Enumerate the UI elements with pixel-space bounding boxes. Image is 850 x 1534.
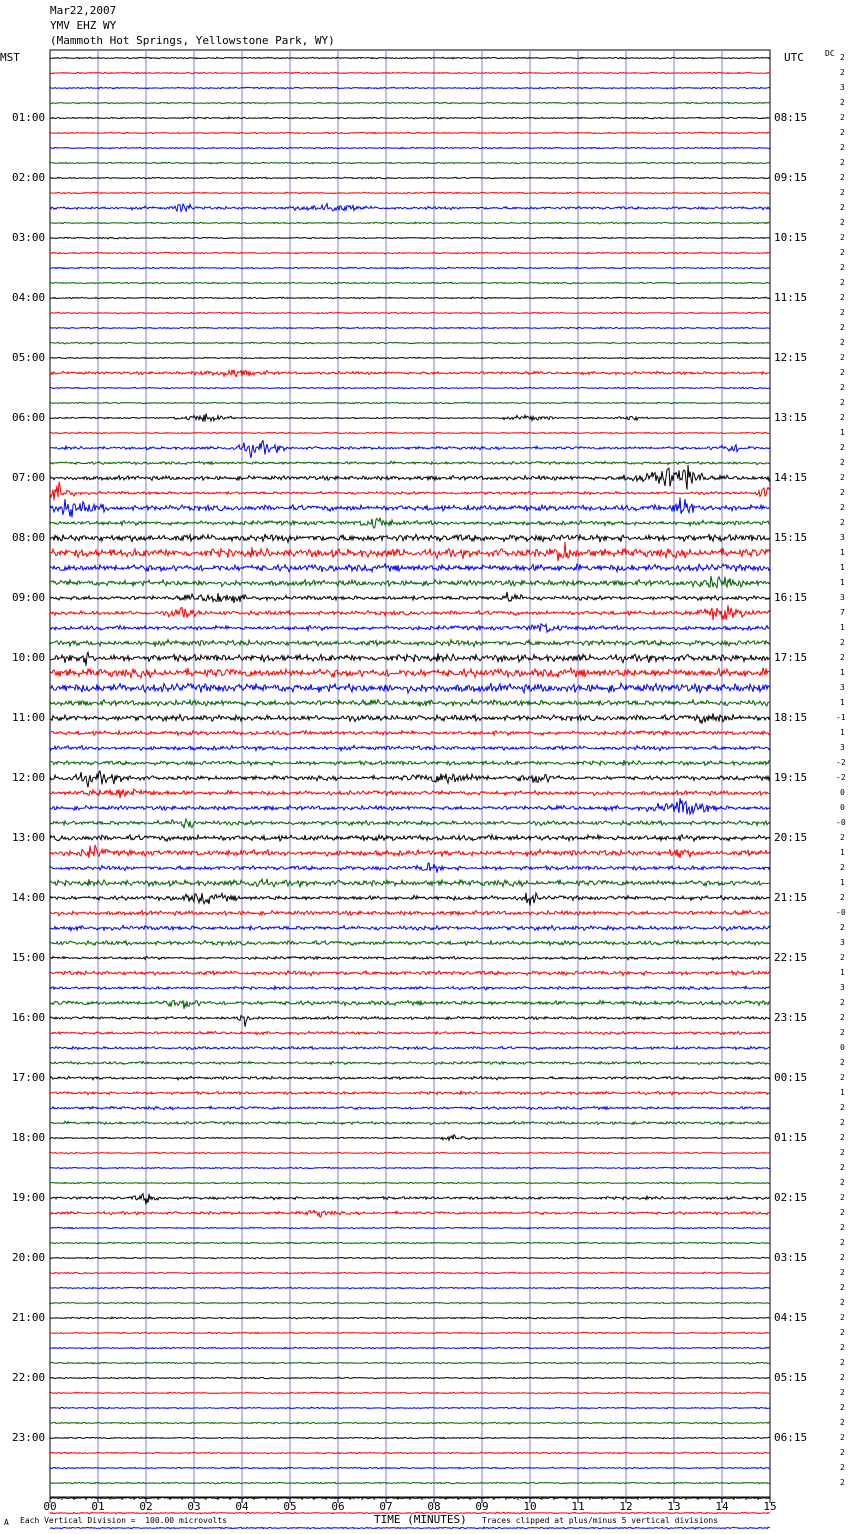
dc-offset-value: 2	[840, 143, 845, 152]
trace-3	[50, 102, 770, 104]
dc-offset-value: -0	[836, 908, 846, 917]
dc-offset-value: 2	[840, 1373, 845, 1382]
dc-offset-value: 1	[840, 728, 845, 737]
mst-hour-label: 15:00	[12, 951, 46, 964]
dc-offset-value: 1	[840, 623, 845, 632]
dc-offset-value: 2	[840, 1148, 845, 1157]
dc-offset-value: 2	[840, 128, 845, 137]
trace-0	[50, 57, 770, 59]
trace-10	[50, 204, 770, 212]
dc-offset-value: 0	[840, 803, 845, 812]
utc-hour-label: 05:15	[774, 1371, 808, 1384]
footer-mark: A	[4, 1518, 9, 1527]
dc-offset-value: 7	[840, 608, 845, 617]
dc-offset-value: 2	[840, 1223, 845, 1232]
trace-22	[50, 387, 770, 389]
x-tick-label: 06	[331, 1500, 345, 1513]
dc-offset-value: -2	[836, 758, 846, 767]
trace-65	[50, 1031, 770, 1034]
trace-5	[50, 132, 770, 134]
trace-71	[50, 1121, 770, 1125]
plot-frame	[50, 50, 770, 1497]
dc-offset-value: 1	[840, 878, 845, 887]
utc-hour-label: 14:15	[774, 471, 808, 484]
dc-offset-value: 2	[840, 1133, 845, 1142]
dc-offset-value: 2	[840, 1208, 845, 1217]
utc-hour-label: 21:15	[774, 891, 808, 904]
dc-offset-value: 2	[840, 398, 845, 407]
utc-hour-label: 01:15	[774, 1131, 808, 1144]
mst-hour-label: 05:00	[12, 351, 46, 364]
dc-offset-value: 2	[840, 413, 845, 422]
dc-offset-value: 3	[840, 683, 845, 692]
trace-80	[50, 1257, 770, 1259]
trace-86	[50, 1347, 770, 1349]
x-tick-label: 00	[43, 1500, 57, 1513]
trace-50	[50, 798, 770, 814]
dc-offset-value: 0	[840, 788, 845, 797]
dc-offset-value: 2	[840, 1013, 845, 1022]
trace-57	[50, 910, 770, 915]
dc-axis-label: DC	[825, 49, 835, 58]
x-tick-label: 03	[187, 1500, 201, 1513]
utc-hour-label: 22:15	[774, 951, 808, 964]
trace-47	[50, 760, 770, 765]
dc-offset-value: 2	[840, 233, 845, 242]
x-tick-label: 14	[715, 1500, 729, 1513]
trace-45	[50, 731, 770, 736]
date-label: Mar22,2007	[50, 4, 117, 17]
trace-1	[50, 72, 770, 74]
mst-hour-label: 09:00	[12, 591, 46, 604]
dc-offset-value: 3	[840, 743, 845, 752]
trace-44	[50, 713, 770, 724]
dc-offset-value: 2	[840, 1403, 845, 1412]
dc-offset-value: 1	[840, 968, 845, 977]
trace-27	[50, 461, 770, 465]
x-tick-label: 04	[235, 1500, 249, 1513]
dc-offset-value: 2	[840, 1358, 845, 1367]
dc-offset-value: 2	[840, 893, 845, 902]
trace-64	[50, 1016, 770, 1027]
trace-63	[50, 1000, 770, 1009]
utc-hour-label: 20:15	[774, 831, 808, 844]
trace-7	[50, 162, 770, 164]
trace-4	[50, 117, 770, 119]
trace-70	[50, 1106, 770, 1109]
trace-23	[50, 402, 770, 404]
dc-offset-value: 2	[840, 1328, 845, 1337]
dc-offset-value: 2	[840, 1073, 845, 1082]
dc-offset-value: -2	[836, 773, 846, 782]
mst-hour-label: 21:00	[12, 1311, 46, 1324]
dc-offset-value: 2	[840, 443, 845, 452]
mst-hour-label: 22:00	[12, 1371, 46, 1384]
dc-offset-value: 2	[840, 1193, 845, 1202]
dc-offset-value: 2	[840, 1253, 845, 1262]
x-tick-label: 05	[283, 1500, 297, 1513]
trace-9	[50, 192, 770, 194]
utc-hour-label: 17:15	[774, 651, 808, 664]
mst-hour-label: 11:00	[12, 711, 46, 724]
mst-hour-label: 02:00	[12, 171, 46, 184]
mst-hour-label: 12:00	[12, 771, 46, 784]
trace-19	[50, 342, 770, 344]
x-tick-label: 10	[523, 1500, 537, 1513]
dc-offset-value: 2	[840, 113, 845, 122]
utc-hour-label: 12:15	[774, 351, 808, 364]
trace-8	[50, 177, 770, 179]
dc-offset-value: 2	[840, 1343, 845, 1352]
dc-offset-value: 1	[840, 1088, 845, 1097]
trace-36	[50, 592, 770, 603]
dc-offset-value: 2	[840, 1163, 845, 1172]
dc-offset-value: 2	[840, 368, 845, 377]
mst-hour-label: 06:00	[12, 411, 46, 424]
dc-offset-value: 2	[840, 1418, 845, 1427]
trace-78	[50, 1227, 770, 1229]
trace-85	[50, 1332, 770, 1334]
trace-62	[50, 986, 770, 990]
trace-49	[50, 789, 770, 798]
trace-25	[50, 432, 770, 434]
dc-offset-value: 2	[840, 1058, 845, 1067]
dc-offset-value: 2	[840, 638, 845, 647]
trace-55	[50, 879, 770, 887]
trace-28	[50, 465, 770, 490]
dc-offset-value: 1	[840, 548, 845, 557]
dc-offset-value: 2	[840, 1313, 845, 1322]
utc-hour-label: 23:15	[774, 1011, 808, 1024]
dc-offset-value: 2	[840, 1118, 845, 1127]
dc-offset-value: 2	[840, 503, 845, 512]
trace-39	[50, 640, 770, 647]
trace-59	[50, 941, 770, 946]
location-label: (Mammoth Hot Springs, Yellowstone Park, WY)	[50, 34, 335, 47]
dc-offset-value: 2	[840, 263, 845, 272]
trace-33	[50, 542, 770, 562]
trace-90	[50, 1407, 770, 1409]
mst-hour-label: 01:00	[12, 111, 46, 124]
x-tick-label: 12	[619, 1500, 633, 1513]
dc-offset-value: 2	[840, 278, 845, 287]
trace-2	[50, 87, 770, 89]
x-axis-title: TIME (MINUTES)	[374, 1513, 467, 1526]
trace-43	[50, 700, 770, 707]
mst-hour-label: 04:00	[12, 291, 46, 304]
trace-21	[50, 370, 770, 377]
mst-hour-label: 07:00	[12, 471, 46, 484]
dc-offset-value: 2	[840, 173, 845, 182]
trace-75	[50, 1182, 770, 1184]
dc-offset-value: 2	[840, 1298, 845, 1307]
dc-offset-value: 2	[840, 1103, 845, 1112]
utc-hour-label: 00:15	[774, 1071, 808, 1084]
mst-hour-label: 18:00	[12, 1131, 46, 1144]
x-tick-label: 07	[379, 1500, 393, 1513]
trace-79	[50, 1242, 770, 1244]
dc-offset-value: 3	[840, 593, 845, 602]
dc-offset-value: 2	[840, 158, 845, 167]
x-tick-label: 02	[139, 1500, 153, 1513]
trace-11	[50, 222, 770, 224]
dc-offset-value: 3	[840, 533, 845, 542]
trace-54	[50, 863, 770, 873]
dc-offset-value: 2	[840, 1238, 845, 1247]
dc-offset-value: 2	[840, 923, 845, 932]
trace-34	[50, 564, 770, 572]
trace-42	[50, 683, 770, 693]
trace-68	[50, 1076, 770, 1080]
trace-72	[50, 1135, 770, 1141]
mst-hour-label: 10:00	[12, 651, 46, 664]
utc-hour-label: 16:15	[774, 591, 808, 604]
trace-13	[50, 252, 770, 254]
dc-offset-value: 1	[840, 668, 845, 677]
dc-offset-value: 2	[840, 863, 845, 872]
dc-offset-value: 2	[840, 1028, 845, 1037]
mst-hour-label: 17:00	[12, 1071, 46, 1084]
mst-hour-label: 19:00	[12, 1191, 46, 1204]
dc-offset-value: 2	[840, 323, 845, 332]
utc-hour-label: 04:15	[774, 1311, 808, 1324]
utc-hour-label: 02:15	[774, 1191, 808, 1204]
mst-axis-label: MST	[0, 51, 20, 64]
trace-60	[50, 956, 770, 960]
utc-hour-label: 03:15	[774, 1251, 808, 1264]
dc-offset-value: -0	[836, 818, 846, 827]
dc-offset-value: 2	[840, 458, 845, 467]
trace-48	[50, 771, 770, 787]
dc-offset-value: 1	[840, 428, 845, 437]
trace-61	[50, 971, 770, 976]
x-tick-label: 09	[475, 1500, 489, 1513]
trace-66	[50, 1046, 770, 1049]
dc-offset-value: 2	[840, 473, 845, 482]
dc-offset-value: 1	[840, 848, 845, 857]
dc-offset-value: 2	[840, 1268, 845, 1277]
trace-77	[50, 1211, 770, 1218]
mst-hour-label: 13:00	[12, 831, 46, 844]
dc-offset-value: 2	[840, 488, 845, 497]
dc-offset-value: 2	[840, 518, 845, 527]
dc-offset-value: 2	[840, 293, 845, 302]
dc-offset-value: 1	[840, 578, 845, 587]
trace-56	[50, 893, 770, 906]
trace-92	[50, 1437, 770, 1439]
dc-offset-value: 2	[840, 1433, 845, 1442]
trace-24	[50, 414, 770, 422]
utc-axis-label: UTC	[784, 51, 804, 64]
trace-35	[50, 576, 770, 588]
trace-98	[50, 1527, 770, 1529]
dc-offset-value: 2	[840, 98, 845, 107]
trace-17	[50, 312, 770, 314]
trace-38	[50, 624, 770, 632]
trace-74	[50, 1167, 770, 1169]
trace-73	[50, 1152, 770, 1154]
trace-40	[50, 652, 770, 666]
trace-52	[50, 835, 770, 842]
mst-hour-label: 23:00	[12, 1431, 46, 1444]
trace-29	[50, 482, 770, 501]
trace-76	[50, 1194, 770, 1205]
trace-31	[50, 518, 770, 529]
trace-15	[50, 282, 770, 284]
dc-offset-value: -1	[836, 713, 846, 722]
dc-offset-value: 2	[840, 308, 845, 317]
trace-67	[50, 1061, 770, 1064]
dc-offset-value: 2	[840, 383, 845, 392]
trace-32	[50, 534, 770, 542]
dc-offset-value: 2	[840, 53, 845, 62]
mst-hour-label: 08:00	[12, 531, 46, 544]
trace-91	[50, 1422, 770, 1424]
utc-hour-label: 15:15	[774, 531, 808, 544]
trace-41	[50, 668, 770, 679]
trace-14	[50, 267, 770, 269]
trace-69	[50, 1091, 770, 1095]
utc-hour-label: 10:15	[774, 231, 808, 244]
trace-51	[50, 819, 770, 828]
utc-hour-label: 06:15	[774, 1431, 808, 1444]
trace-82	[50, 1287, 770, 1289]
dc-offset-value: 2	[840, 1448, 845, 1457]
utc-hour-label: 13:15	[774, 411, 808, 424]
trace-87	[50, 1362, 770, 1364]
dc-offset-value: 2	[840, 68, 845, 77]
utc-hour-label: 19:15	[774, 771, 808, 784]
x-tick-label: 08	[427, 1500, 441, 1513]
trace-37	[50, 605, 770, 620]
x-tick-label: 13	[667, 1500, 681, 1513]
dc-offset-value: 3	[840, 938, 845, 947]
trace-58	[50, 925, 770, 930]
dc-offset-value: 2	[840, 833, 845, 842]
utc-hour-label: 11:15	[774, 291, 808, 304]
trace-95	[50, 1482, 770, 1484]
trace-12	[50, 237, 770, 239]
station-label: YMV EHZ WY	[50, 19, 117, 32]
dc-offset-value: 2	[840, 998, 845, 1007]
dc-offset-value: 2	[840, 248, 845, 257]
dc-offset-value: 2	[840, 353, 845, 362]
trace-89	[50, 1392, 770, 1394]
trace-18	[50, 327, 770, 329]
trace-81	[50, 1272, 770, 1274]
mst-hour-label: 03:00	[12, 231, 46, 244]
trace-94	[50, 1467, 770, 1469]
utc-hour-label: 08:15	[774, 111, 808, 124]
mst-hour-label: 14:00	[12, 891, 46, 904]
dc-offset-value: 3	[840, 83, 845, 92]
dc-offset-value: 2	[840, 653, 845, 662]
dc-offset-value: 2	[840, 218, 845, 227]
trace-46	[50, 745, 770, 750]
dc-offset-value: 2	[840, 188, 845, 197]
dc-offset-value: 2	[840, 953, 845, 962]
mst-hour-label: 16:00	[12, 1011, 46, 1024]
trace-20	[50, 357, 770, 359]
trace-88	[50, 1377, 770, 1379]
dc-offset-value: 0	[840, 1043, 845, 1052]
clip-note: Traces clipped at plus/minus 5 vertical divisions	[482, 1516, 719, 1525]
dc-offset-value: 2	[840, 1463, 845, 1472]
dc-offset-value: 3	[840, 983, 845, 992]
dc-offset-value: 1	[840, 563, 845, 572]
trace-30	[50, 497, 770, 517]
dc-offset-value: 2	[840, 1283, 845, 1292]
trace-26	[50, 441, 770, 458]
x-tick-label: 11	[571, 1500, 585, 1513]
dc-offset-value: 2	[840, 203, 845, 212]
dc-offset-value: 2	[840, 338, 845, 347]
trace-84	[50, 1317, 770, 1319]
scale-note: Each Vertical Division = 100.00 microvolts	[20, 1516, 228, 1525]
dc-offset-value: 2	[840, 1388, 845, 1397]
trace-53	[50, 845, 770, 858]
dc-offset-value: 2	[840, 1478, 845, 1487]
trace-83	[50, 1302, 770, 1304]
x-tick-label: 01	[91, 1500, 105, 1513]
dc-offset-value: 1	[840, 698, 845, 707]
trace-16	[50, 297, 770, 299]
x-tick-label: 15	[763, 1500, 777, 1513]
dc-offset-value: 2	[840, 1178, 845, 1187]
mst-hour-label: 20:00	[12, 1251, 46, 1264]
trace-93	[50, 1452, 770, 1454]
utc-hour-label: 18:15	[774, 711, 808, 724]
trace-6	[50, 147, 770, 149]
utc-hour-label: 09:15	[774, 171, 808, 184]
